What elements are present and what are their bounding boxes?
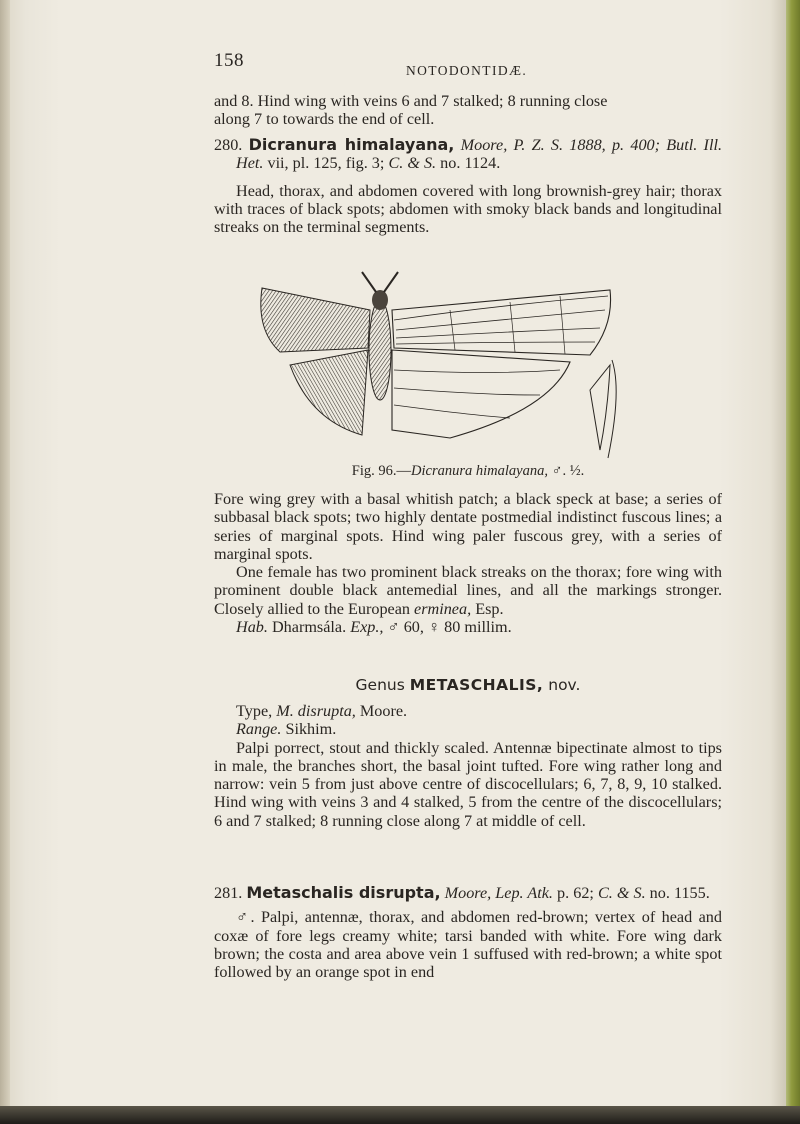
figure-caption-name: Dicranura himalayana,: [411, 463, 548, 479]
book-spine-shadow: [0, 0, 10, 1124]
figure-caption: [214, 463, 722, 480]
entry-280-description: Head, thorax, and abdomen covered with long brownish-grey hair; thorax with traces of black spots; abdomen with smoky black bands and longitudinal streaks on the terminal segments.: [214, 181, 722, 237]
genus-heading: [214, 676, 722, 694]
related-author: Esp.: [471, 599, 504, 618]
range-text: Sikhim.: [281, 720, 337, 739]
forewing-veins: [394, 296, 608, 344]
genus-suffix: nov.: [543, 676, 581, 694]
hindwing-veins: [394, 370, 560, 418]
related-species: erminea,: [414, 599, 472, 618]
citation-number: no. 1155.: [645, 884, 710, 902]
detail-wing-fragment: [590, 365, 610, 450]
species-name: Metaschalis disrupta,: [246, 883, 441, 902]
entry-number: 280.: [214, 136, 243, 154]
exp-label: Exp.,: [350, 618, 384, 637]
page-bottom-shadow: [0, 1106, 800, 1124]
continuation-paragraph: [214, 92, 722, 129]
continuation-line-1: and 8. Hind wing with veins 6 and 7 stalked; 8 running close: [214, 92, 608, 110]
genus-type: [214, 702, 722, 720]
hab-label: Hab.: [236, 618, 268, 637]
left-forewing: [261, 288, 370, 352]
habitat-line: [214, 618, 722, 636]
citation-cs: C. & S.: [388, 154, 437, 173]
entry-281-heading: [214, 884, 722, 902]
species-entry-280: [214, 136, 722, 236]
moth-body: [369, 300, 391, 400]
genus-description: Palpi porrect, stout and thickly scaled. Antennæ bipectinate almost to tips in male, the branches short, the basal joint tufted. Fore wing rather long and narrow: vein 5 from just above centre of discocellulars; 6, 7, 8, 9, 10 stalked. Hind wing with veins 3 and 4 stalked, 5 from the centre of the discocellulars; 6 and 7 stalked; 8 running close along 7 at middle of cell.: [214, 738, 722, 830]
right-forewing: [392, 290, 611, 355]
page-edge: [786, 0, 800, 1124]
range-label: Range.: [236, 720, 282, 739]
type-label: Type,: [236, 702, 277, 720]
moth-head: [372, 290, 388, 310]
citation-author: Moore, Lep. Atk.: [444, 884, 553, 902]
continuation-line-2: along 7 to towards the end of cell.: [214, 110, 435, 129]
type-author: Moore.: [355, 702, 408, 720]
forewing-crossveins: [450, 296, 565, 354]
citation-cs: C. & S.: [597, 884, 646, 902]
citation-plate: vii, pl. 125, fig. 3;: [263, 154, 389, 173]
page-number: 158: [214, 50, 244, 71]
moth-figure: [250, 270, 670, 460]
exp-text: ♂ 60, ♀ 80 millim.: [383, 618, 512, 637]
figure-caption-suffix: ♂. ½.: [547, 463, 585, 479]
right-hindwing: [392, 350, 570, 438]
species-entry-281: [214, 884, 722, 981]
type-name: M. disrupta,: [276, 702, 356, 720]
genus-description-block: [214, 702, 722, 830]
entry-280-continued: [214, 490, 722, 636]
entry-number: 281.: [214, 884, 243, 902]
species-name: Dicranura himalayana,: [248, 135, 455, 154]
genus-range: [214, 720, 722, 738]
female-text: One female has two prominent black streaks on the thorax; fore wing with prominent double black antemedial lines, and all the markings stronger. Closely allied to the European: [214, 563, 722, 618]
citation-book: Butl. Ill. Het.: [236, 136, 722, 173]
left-hindwing: [290, 350, 368, 435]
citation-author: Moore,: [460, 136, 508, 154]
female-description: [214, 563, 722, 618]
entry-281-description: ♂. Palpi, antennæ, thorax, and abdomen red-brown; vertex of head and coxæ of fore legs creamy white; tarsi banded with white. Fore wing dark brown; the costa and area above vein 1 suffused with red-brown; a white spot followed by an orange spot in end: [214, 908, 722, 982]
running-head: NOTODONTIDÆ.: [406, 63, 528, 78]
citation-number: no. 1124.: [436, 154, 501, 173]
citation-page: p. 62;: [552, 884, 598, 902]
genus-prefix: Genus: [355, 676, 410, 694]
figure-caption-prefix: Fig. 96.—: [351, 463, 412, 479]
citation-journal: P. Z. S. 1888, p. 400;: [507, 136, 667, 154]
right-antenna: [384, 272, 398, 292]
entry-280-heading: [214, 136, 722, 173]
genus-name: METASCHALIS,: [409, 676, 544, 694]
left-antenna: [362, 272, 376, 292]
fore-wing-description: Fore wing grey with a basal whitish patch; a black speck at base; a series of subbasal black spots; two highly dentate postmedial indistinct fuscous lines; a series of marginal spots. Hind wing paler fuscous grey, with a series of marginal spots.: [214, 490, 722, 563]
hab-text: Dharmsála.: [267, 618, 351, 637]
